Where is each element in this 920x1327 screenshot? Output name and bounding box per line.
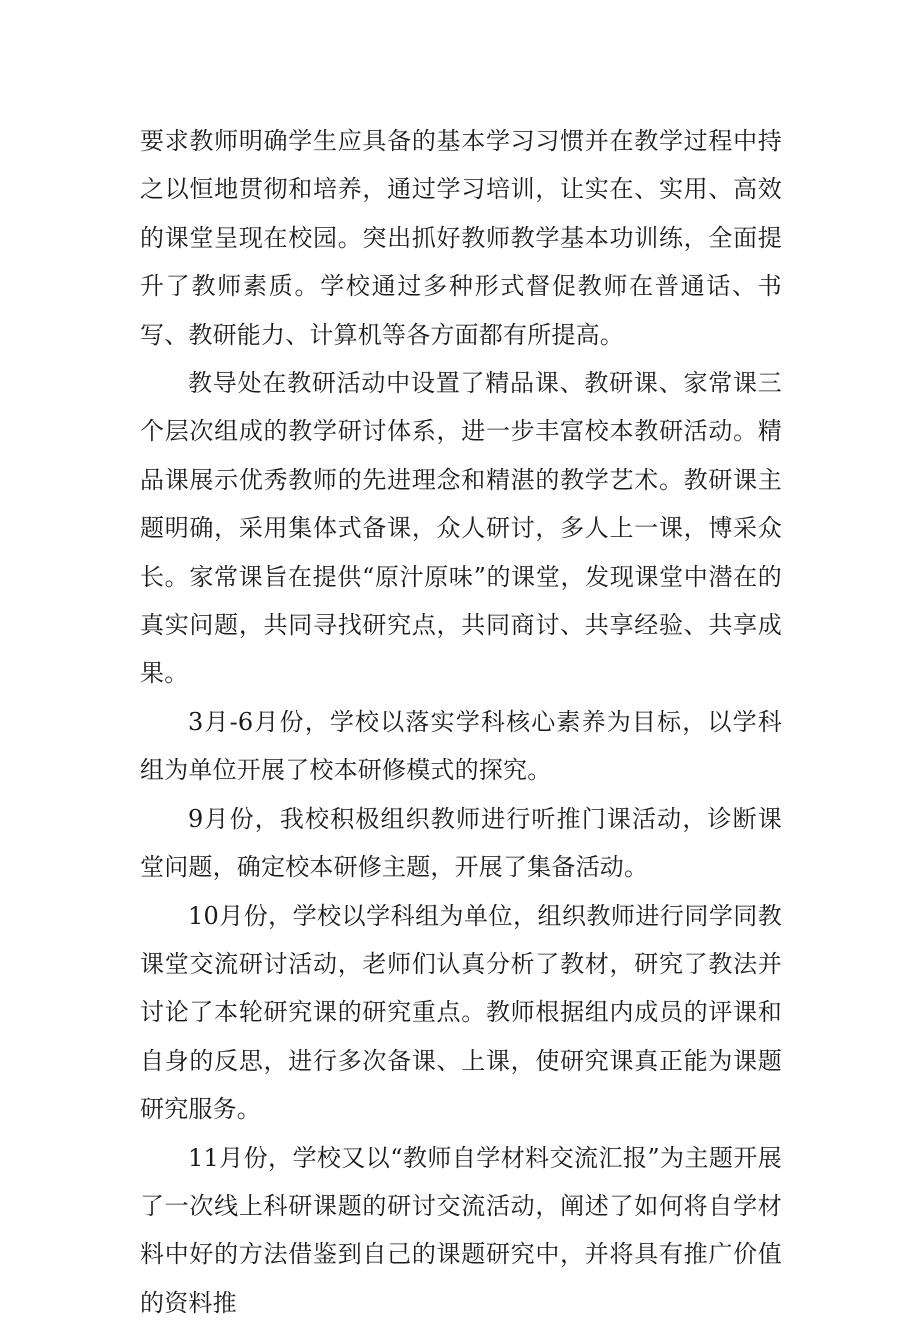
paragraph-october: 10月份，学校以学科组为单位，组织教师进行同学同教课堂交流研讨活动，老师们认真分析了教材，研究了教法并讨论了本轮研究课的研究重点。教师根据组内成员的评课和自身的反思，进行多次备课、上课，使研究课真正能为课题研究服务。 [140, 901, 782, 1124]
paragraph-teaching-research-system: 教导处在教研活动中设置了精品课、教研课、家常课三个层次组成的教学研讨体系，进一步丰富校本教研活动。精品课展示优秀教师的先进理念和精湛的教学艺术。教研课主题明确，采用集体式备课，众人研讨，多人上一课，博采众长。家常课旨在提供“原汁原味”的课堂，发现课堂中潜在的真实问题，共同寻找研究点，共同商讨、共享经验、共享成果。 [140, 369, 782, 688]
paragraph-september: 9月份，我校积极组织教师进行听推门课活动，诊断课堂问题，确定校本研修主题，开展了集备活动。 [140, 804, 782, 882]
paragraph-november: 11月份，学校又以“教师自学材料交流汇报”为主题开展了一次线上科研课题的研讨交流活动，阐述了如何将自学材料中好的方法借鉴到自己的课题研究中，并将具有推广价值的资料推 [140, 1143, 782, 1317]
paragraph-study-habits: 要求教师明确学生应具备的基本学习习惯并在教学过程中持之以恒地贯彻和培养，通过学习培训，让实在、实用、高效的课堂呈现在校园。突出抓好教师教学基本功训练，全面提升了教师素质。学校通过多种形式督促教师在普通话、书写、教研能力、计算机等各方面都有所提高。 [140, 127, 782, 349]
paragraph-march-june: 3月-6月份，学校以落实学科核心素养为目标，以学科组为单位开展了校本研修模式的探究。 [140, 707, 782, 785]
document-body [140, 117, 782, 1327]
